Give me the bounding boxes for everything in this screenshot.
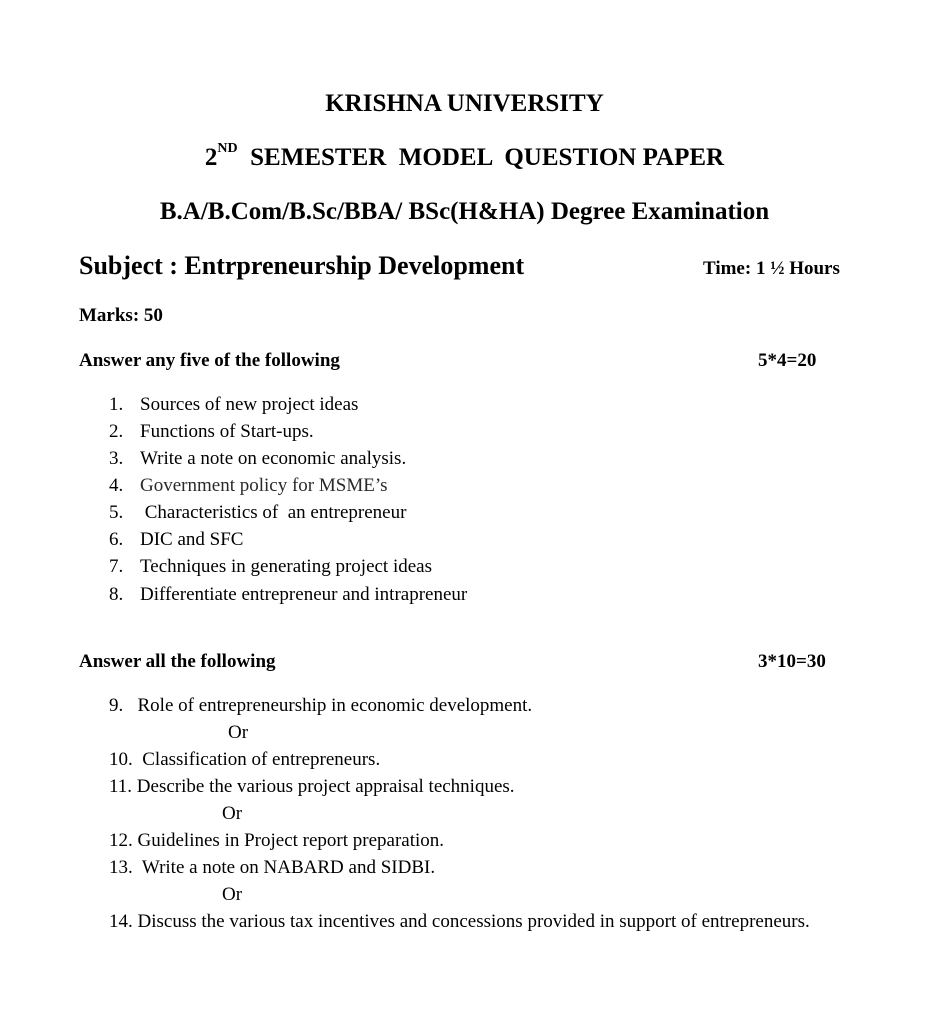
question-13: 13. Write a note on NABARD and SIDBI. [109, 857, 436, 878]
item-number: 4. [109, 475, 124, 496]
list-item [109, 421, 123, 443]
list-item-text: DIC and SFC [140, 529, 244, 550]
item-number: 1. [109, 394, 124, 415]
list-item-text: Government policy for MSME’s [140, 475, 388, 496]
or-separator: Or [222, 803, 243, 824]
semester-number: 2 [204, 144, 218, 171]
question-10: 10. Classification of entrepreneurs. [109, 749, 381, 770]
degree-title: B.A/B.Com/B.Sc/BBA/ BSc(H&HA) Degree Examination [159, 198, 770, 225]
item-number: 2. [109, 421, 124, 442]
item-number: 5. [109, 502, 124, 523]
section-a-instruction: Answer any five of the following [79, 350, 340, 371]
item-number: 7. [109, 556, 124, 577]
list-item [109, 584, 123, 606]
section-b-score: 3*10=30 [758, 651, 826, 672]
item-number: 8. [109, 584, 124, 605]
question-11: 11. Describe the various project appraisal techniques. [109, 776, 515, 797]
list-item [109, 529, 123, 551]
list-item [109, 448, 123, 470]
section-a-score: 5*4=20 [758, 350, 817, 371]
marks-total: Marks: 50 [79, 305, 163, 326]
semester-superscript: ND [217, 141, 238, 156]
university-title: KRISHNA UNIVERSITY [325, 90, 604, 117]
question-14: 14. Discuss the various tax incentives and concessions provided in support of entrepreneurs. [109, 911, 810, 932]
or-separator: Or [228, 722, 249, 743]
list-item-text: Techniques in generating project ideas [140, 556, 433, 577]
question-12: 12. Guidelines in Project report preparation. [109, 830, 445, 851]
item-number: 3. [109, 448, 124, 469]
semester-rest: SEMESTER MODEL QUESTION PAPER [250, 144, 725, 171]
list-item-text: Write a note on economic analysis. [140, 448, 407, 469]
list-item [109, 475, 123, 497]
list-item [109, 394, 123, 416]
list-item [109, 556, 123, 578]
or-separator: Or [222, 884, 243, 905]
list-item [109, 502, 123, 524]
semester-title [0, 141, 929, 172]
subject-line: Subject : Entrpreneurship Development [79, 251, 525, 280]
time-allowed: Time: 1 ½ Hours [703, 258, 840, 279]
question-9: 9. Role of entrepreneurship in economic development. [109, 695, 533, 716]
section-b-instruction: Answer all the following [79, 651, 276, 672]
list-item-text: Differentiate entrepreneur and intrapreneur [140, 584, 468, 605]
list-item-text: Characteristics of an entrepreneur [140, 502, 407, 523]
list-item-text: Functions of Start-ups. [140, 421, 314, 442]
list-item-text: Sources of new project ideas [140, 394, 359, 415]
item-number: 6. [109, 529, 124, 550]
